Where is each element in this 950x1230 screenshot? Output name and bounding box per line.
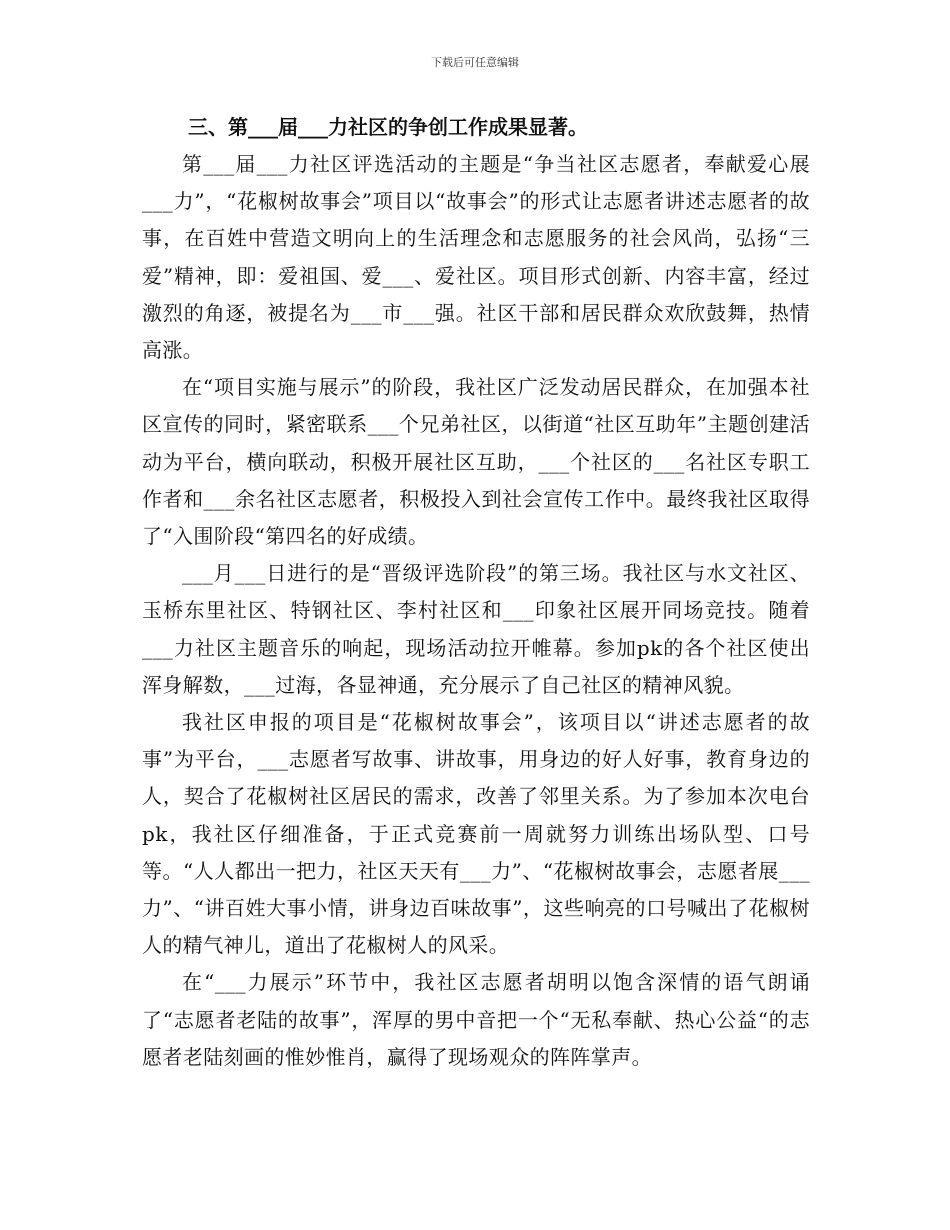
paragraph-2: 在“项目实施与展示”的阶段，我社区广泛发动居民群众，在加强本社区宣传的同时，紧密联系___个兄弟社区，以街道“社区互助年”主题创建活动为平台，横向联动，积极开展社区互助，___个社区的___名社区专职工作者和___余名社区志愿者，积极投入到社会宣传工作中。最终我社区取得了“入围阶段“第四名的好成绩。 (142, 375, 810, 549)
section-heading: 三、第___届___力社区的争创工作成果显著。 (188, 115, 588, 139)
paragraph-4: 我社区申报的项目是“花椒树故事会”，该项目以“讲述志愿者的故事”为平台，___志愿者写故事、讲故事，用身边的好人好事，教育身边的人，契合了花椒树社区居民的需求，改善了邻里关系。为了参加本次电台pk，我社区仔细准备，于正式竞赛前一周就努力训练出场队型、口号等。“人人都出一把力，社区天天有___力”、“花椒树故事会，志愿者展___力”、“讲百姓大事小情，讲身边百味故事”，这些响亮的口号喊出了花椒树人的精气神儿，道出了花椒树人的风采。 (142, 710, 810, 958)
paragraph-3: ___月___日进行的是“晋级评选阶段”的第三场。我社区与水文社区、玉桥东里社区、特钢社区、李村社区和___印象社区展开同场竞技。随着___力社区主题音乐的响起，现场活动拉开帷幕。参加pk的各个社区使出浑身解数，___过海，各显神通，充分展示了自己社区的精神风貌。 (142, 561, 810, 697)
paragraph-1: 第___届___力社区评选活动的主题是“争当社区志愿者，奉献爱心展___力”，“花椒树故事会”项目以“故事会”的形式让志愿者讲述志愿者的故事，在百姓中营造文明向上的生活理念和志愿服务的社会风尚，弘扬“三爱”精神，即：爱祖国、爱___、爱社区。项目形式创新、内容丰富，经过激烈的角逐，被提名为___市___强。社区干部和居民群众欢欣鼓舞，热情高涨。 (142, 152, 810, 363)
paragraph-5: 在“___力展示”环节中，我社区志愿者胡明以饱含深情的语气朗诵了“志愿者老陆的故事”，浑厚的男中音把一个“无私奉献、热心公益“的志愿者老陆刻画的惟妙惟肖，赢得了现场观众的阵阵掌声。 (142, 970, 810, 1069)
page-header-note: 下载后可任意编辑 (431, 56, 519, 69)
document-body (142, 108, 810, 1076)
